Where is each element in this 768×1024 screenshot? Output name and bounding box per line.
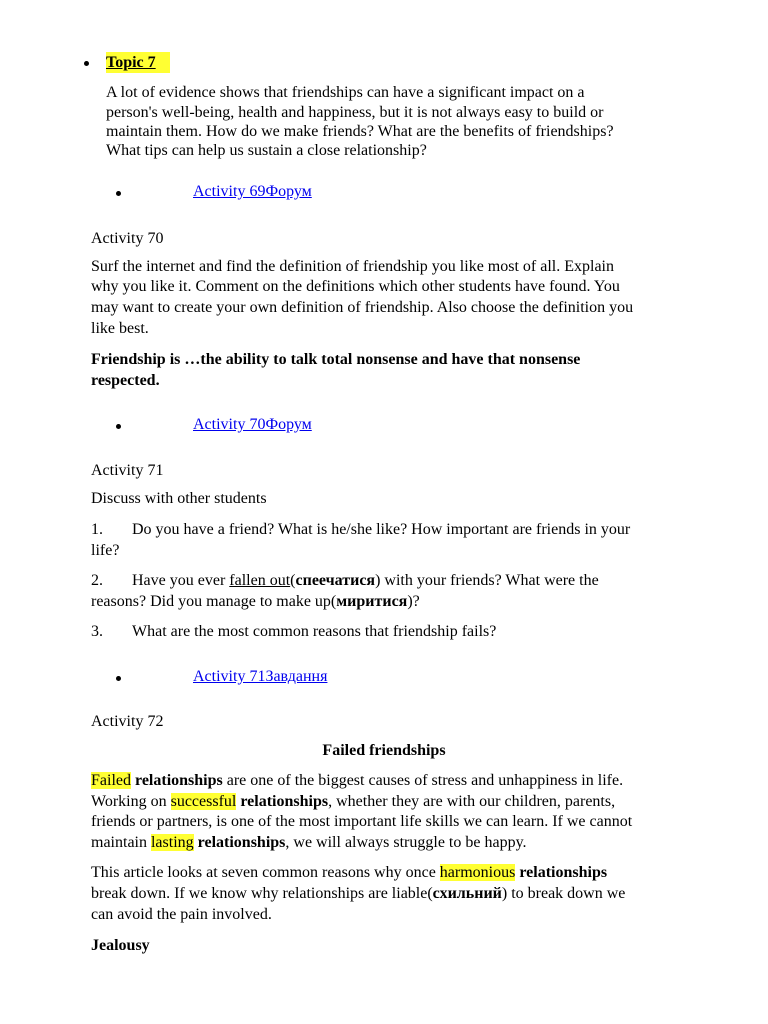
activity-70-body-line-3: may want to create your own definition of friendship. Also choose the definition you [91, 299, 634, 316]
bullet-dot [116, 191, 121, 196]
question-2-pre: Have you ever [132, 572, 230, 589]
highlight-lasting: lasting [150, 834, 194, 851]
paragraph-2-line-2-pre: break down. If we know why relationships are liable( [91, 885, 433, 902]
question-1-number: 1. [91, 521, 103, 538]
activity-72-heading: Activity 72 [91, 713, 164, 730]
bold-relationships: relationships [236, 793, 329, 810]
paragraph-1-line-3: friends or partners, is one of the most important life skills we can learn. If we cannot [91, 813, 633, 830]
question-2-line-2 [91, 591, 420, 612]
paragraph-1-line-2-pre: Working on [91, 793, 171, 810]
activity-69-link[interactable]: Activity 69Форум [193, 183, 312, 200]
ukrainian-translation-1: спеечатися [295, 572, 376, 589]
intro-line-4: What tips can help us sustain a close relationship? [106, 142, 427, 159]
paragraph-1-line-1 [91, 770, 623, 791]
intro-line-1: A lot of evidence shows that friendships can have a significant impact on a [106, 84, 585, 101]
paragraph-2-line-2-post: ) to break down we [501, 885, 626, 902]
bullet-dot [116, 676, 121, 681]
question-3-text: What are the most common reasons that friendship fails? [132, 623, 497, 640]
question-2-line-2-post: )? [407, 593, 420, 610]
ukrainian-translation-2: миритися [336, 593, 408, 610]
paren-open: ( [290, 572, 296, 589]
activity-71-link[interactable]: Activity 71Завдання [193, 668, 328, 685]
topic-label: Topic 7 [106, 52, 170, 73]
question-2-line-2-pre: reasons? Did you manage to make up( [91, 593, 337, 610]
paragraph-2-line-1-pre: This article looks at seven common reasons why once [91, 864, 440, 881]
paragraph-2-line-3: can avoid the pain involved. [91, 906, 272, 923]
intro-line-3: maintain them. How do we make friends? What are the benefits of friendships? [106, 123, 614, 140]
question-3-number: 3. [91, 623, 103, 640]
bullet-dot [84, 61, 89, 66]
paragraph-2-line-2 [91, 883, 625, 904]
bold-relationships: relationships [193, 834, 286, 851]
paragraph-1-line-2 [91, 791, 615, 812]
bullet-dot [116, 424, 121, 429]
activity-70-body-line-2: why you like it. Comment on the definitions which other students have found. You [91, 278, 620, 295]
highlight-harmonious: harmonious [439, 864, 516, 881]
activity-71-heading: Activity 71 [91, 462, 164, 479]
highlight-failed: Failed [91, 772, 131, 789]
paragraph-1-line-4-rest: , we will always struggle to be happy. [285, 834, 527, 851]
question-1-line-1: Do you have a friend? What is he/she like? How important are friends in your [132, 521, 631, 538]
activity-71-intro: Discuss with other students [91, 490, 267, 507]
paragraph-1-line-4 [91, 832, 527, 853]
section-subheading: Jealousy [91, 937, 150, 954]
ukrainian-translation-3: схильний [432, 885, 502, 902]
paragraph-1-line-4-pre: maintain [91, 834, 151, 851]
question-2-line-1 [132, 570, 599, 591]
activity-70-link[interactable]: Activity 70Форум [193, 416, 312, 433]
question-2-rest: ) with your friends? What were the [375, 572, 599, 589]
bold-relationships: relationships [131, 772, 223, 789]
question-1-line-2: life? [91, 542, 120, 559]
paragraph-1-line-2-rest: , whether they are with our children, parents, [328, 793, 616, 810]
intro-line-2: person's well-being, health and happiness, but it is not always easy to build or [106, 104, 604, 121]
activity-70-body-line-1: Surf the internet and find the definition of friendship you like most of all. Explain [91, 258, 614, 275]
friendship-quote-line-2: respected. [91, 372, 160, 389]
activity-70-heading: Activity 70 [91, 230, 164, 247]
friendship-quote-line-1: Friendship is …the ability to talk total nonsense and have that nonsense [91, 351, 581, 368]
article-title: Failed friendships [322, 742, 446, 759]
paragraph-1-line-1-rest: are one of the biggest causes of stress and unhappiness in life. [222, 772, 624, 789]
highlight-successful: successful [170, 793, 237, 810]
bold-relationships: relationships [515, 864, 608, 881]
activity-70-body-line-4: like best. [91, 320, 149, 337]
paragraph-2-line-1 [91, 862, 607, 883]
fallen-out-term: fallen out [229, 572, 291, 589]
question-2-number: 2. [91, 572, 103, 589]
